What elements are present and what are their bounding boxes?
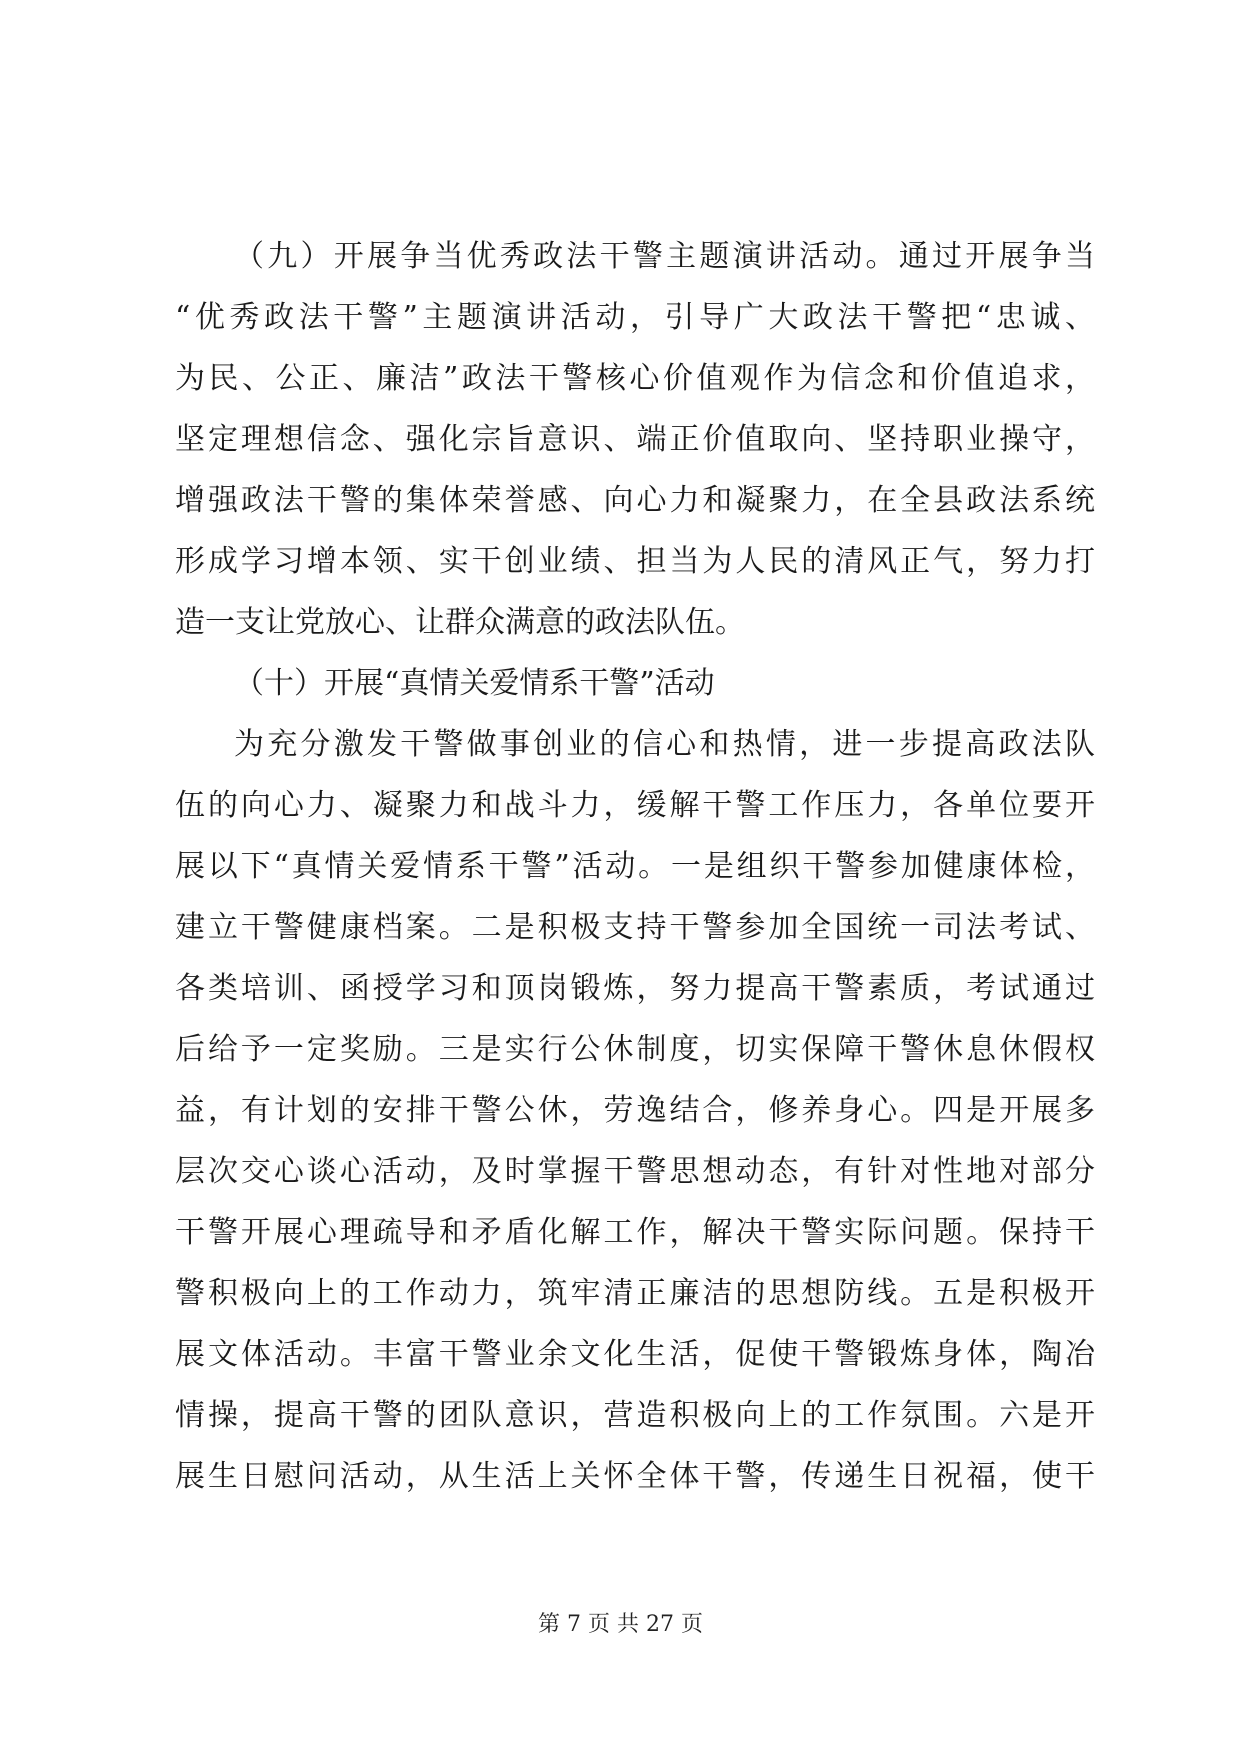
section-heading: （十）开展“真情关爱情系干警”活动 bbox=[234, 666, 715, 701]
paragraph-line: “优秀政法干警”主题演讲活动，引导广大政法干警把“忠诚、 bbox=[175, 300, 1095, 335]
paragraph-line: 情操，提高干警的团队意识，营造积极向上的工作氛围。六是开 bbox=[175, 1398, 1095, 1433]
paragraph-line: 展生日慰问活动，从生活上关怀全体干警，传递生日祝福，使干 bbox=[175, 1459, 1095, 1494]
paragraph-line: 为充分激发干警做事创业的信心和热情，进一步提高政法队 bbox=[234, 727, 1095, 762]
paragraph-line: 建立干警健康档案。二是积极支持干警参加全国统一司法考试、 bbox=[175, 910, 1095, 945]
paragraph-line: 伍的向心力、凝聚力和战斗力，缓解干警工作压力，各单位要开 bbox=[175, 788, 1095, 823]
paragraph-line: 后给予一定奖励。三是实行公休制度，切实保障干警休息休假权 bbox=[175, 1032, 1095, 1067]
paragraph-line: （九）开展争当优秀政法干警主题演讲活动。通过开展争当 bbox=[234, 239, 1095, 274]
paragraph-line: 警积极向上的工作动力，筑牢清正廉洁的思想防线。五是积极开 bbox=[175, 1276, 1095, 1311]
paragraph-line: 干警开展心理疏导和矛盾化解工作，解决干警实际问题。保持干 bbox=[175, 1215, 1095, 1250]
paragraph-line: 造一支让党放心、让群众满意的政法队伍。 bbox=[175, 605, 745, 640]
paragraph-line: 展以下“真情关爱情系干警”活动。一是组织干警参加健康体检， bbox=[175, 849, 1095, 884]
paragraph-line: 形成学习增本领、实干创业绩、担当为人民的清风正气，努力打 bbox=[175, 544, 1095, 579]
page-footer: 第 7 页 共 27 页 bbox=[538, 1612, 703, 1637]
paragraph-line: 展文体活动。丰富干警业余文化生活，促使干警锻炼身体，陶冶 bbox=[175, 1337, 1095, 1372]
paragraph-line: 各类培训、函授学习和顶岗锻炼，努力提高干警素质，考试通过 bbox=[175, 971, 1095, 1006]
paragraph-line: 层次交心谈心活动，及时掌握干警思想动态，有针对性地对部分 bbox=[175, 1154, 1095, 1189]
paragraph-line: 益，有计划的安排干警公休，劳逸结合，修养身心。四是开展多 bbox=[175, 1093, 1095, 1128]
paragraph-line: 坚定理想信念、强化宗旨意识、端正价值取向、坚持职业操守， bbox=[175, 422, 1095, 457]
paragraph-line: 为民、公正、廉洁”政法干警核心价值观作为信念和价值追求， bbox=[175, 361, 1095, 396]
paragraph-line: 增强政法干警的集体荣誉感、向心力和凝聚力，在全县政法系统 bbox=[175, 483, 1095, 518]
